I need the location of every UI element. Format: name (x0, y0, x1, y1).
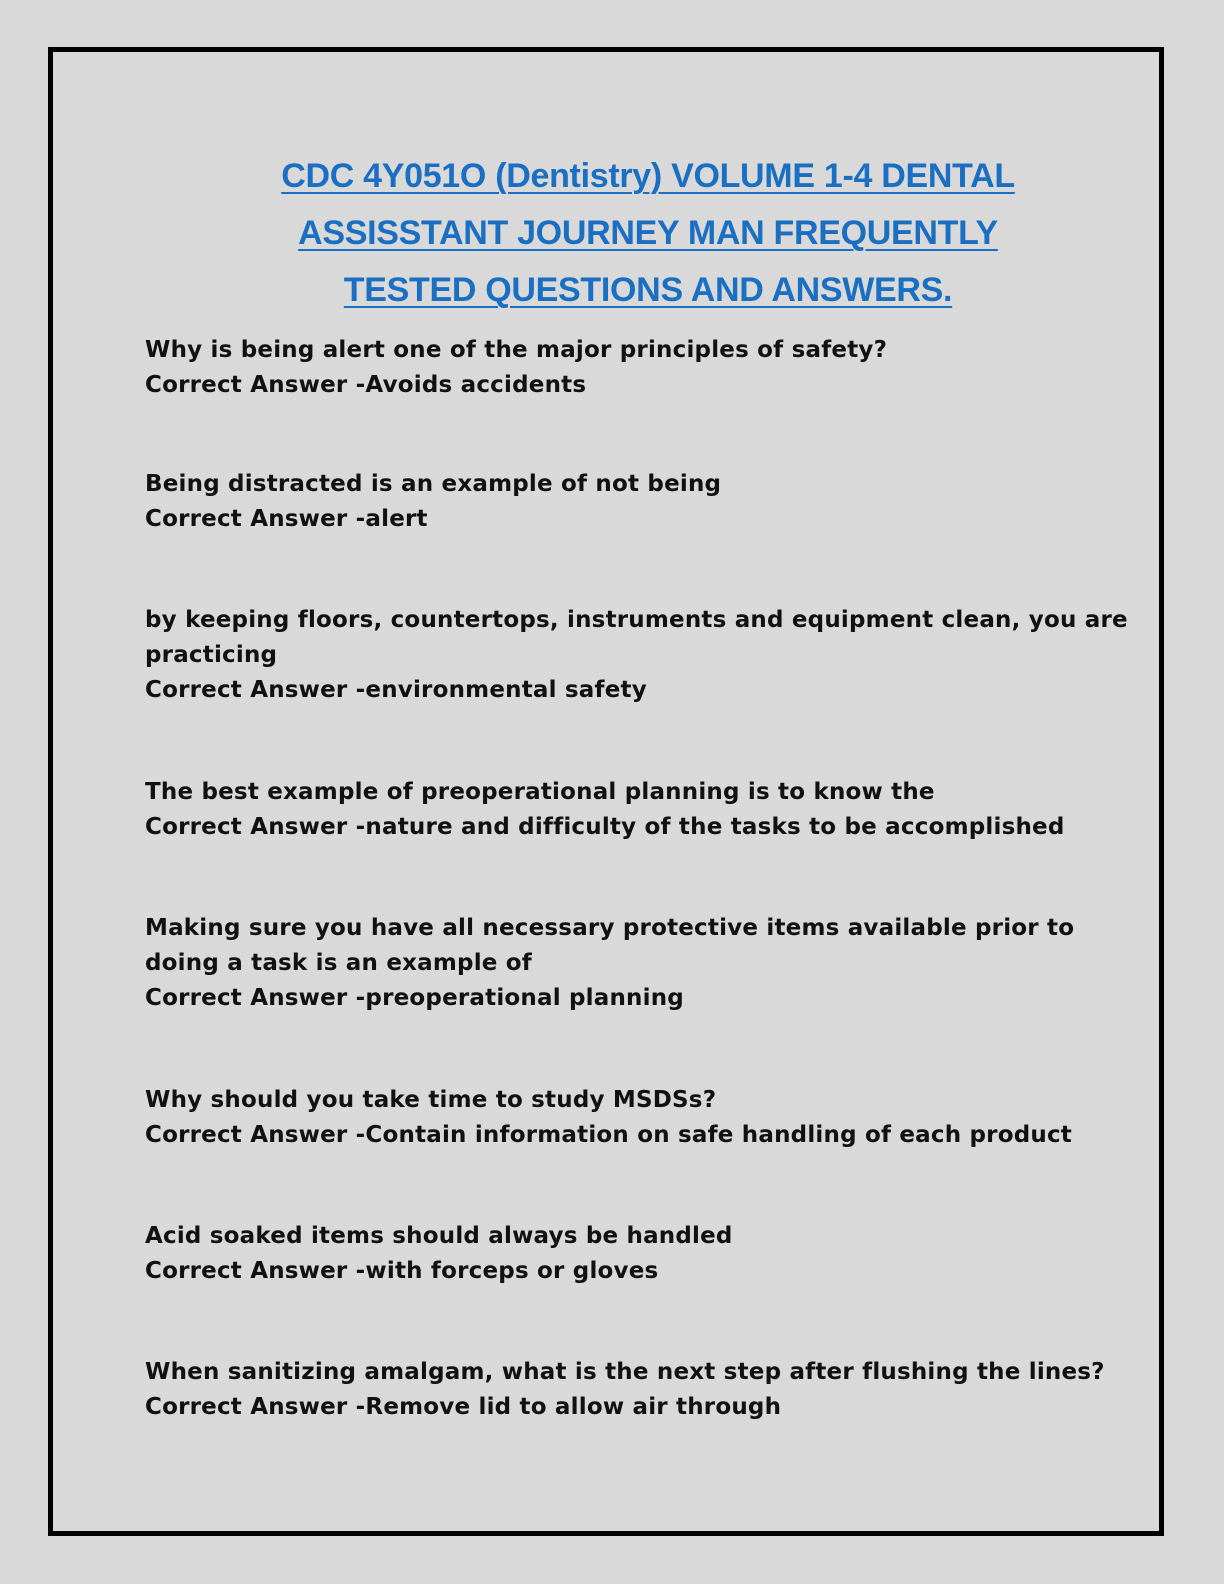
title-line: TESTED QUESTIONS AND ANSWERS. (343, 271, 953, 309)
question-text: Why should you take time to study MSDSs? (145, 1087, 717, 1113)
qa-item (145, 911, 1075, 1016)
qa-item (145, 467, 1075, 537)
qa-item (145, 1355, 1105, 1425)
answer-text: Correct Answer -Remove lid to allow air through (145, 1394, 782, 1420)
question-text: doing a task is an example of (145, 950, 532, 976)
qa-item (145, 603, 1128, 708)
qa-item (145, 1219, 1075, 1289)
question-text: When sanitizing amalgam, what is the next step after flushing the lines? (145, 1359, 1105, 1385)
document-title (150, 148, 1146, 319)
question-text: by keeping floors, countertops, instruments and equipment clean, you are (145, 607, 1128, 633)
question-text: Making sure you have all necessary protective items available prior to (145, 915, 1075, 941)
answer-text: Correct Answer -with forceps or gloves (145, 1258, 659, 1284)
answer-text: Correct Answer -nature and difficulty of the tasks to be accomplished (145, 814, 1065, 840)
question-text: Being distracted is an example of not being (145, 471, 722, 497)
answer-text: Correct Answer -environmental safety (145, 677, 647, 703)
answer-text: Correct Answer -preoperational planning (145, 985, 684, 1011)
title-line: ASSISSTANT JOURNEY MAN FREQUENTLY (298, 214, 998, 252)
question-text: Acid soaked items should always be handled (145, 1223, 733, 1249)
answer-text: Correct Answer -Contain information on safe handling of each product (145, 1122, 1072, 1148)
qa-item (145, 333, 1075, 403)
answer-text: Correct Answer -Avoids accidents (145, 372, 587, 398)
answer-text: Correct Answer -alert (145, 506, 428, 532)
question-text: Why is being alert one of the major principles of safety? (145, 337, 888, 363)
question-text: practicing (145, 642, 278, 668)
title-line: CDC 4Y051O (Dentistry) VOLUME 1-4 DENTAL (281, 157, 1015, 195)
qa-item (145, 775, 1075, 845)
question-text: The best example of preoperational planning is to know the (145, 779, 935, 805)
qa-item (145, 1083, 1075, 1153)
